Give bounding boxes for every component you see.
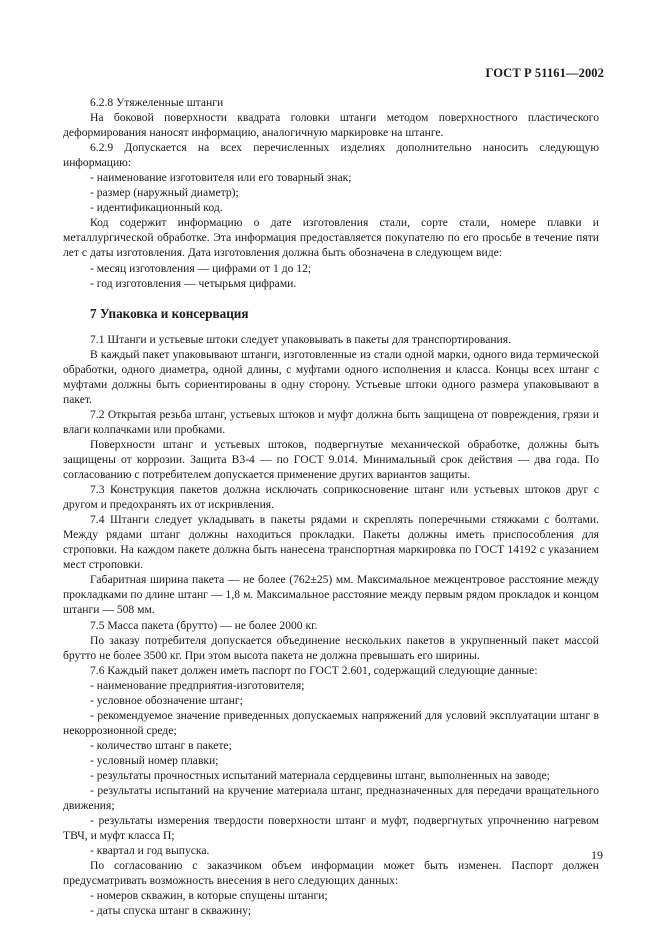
list-item: - даты спуска штанг в скважину;	[90, 904, 252, 918]
list-item: - рекомендуемое значение приведенных допускаемых напряжений для условий эксплуатации штанг в некоррозионной среде;	[63, 708, 599, 737]
list-item: - идентификационный код.	[90, 201, 223, 215]
document-header: ГОСТ Р 51161—2002	[485, 66, 604, 80]
list-item: - результаты испытаний на кручение материала штанг, предназначенных для передачи вращательного движения;	[63, 784, 599, 813]
list-item: - результаты прочностных испытаний материала сердцевины штанг, выполненных на заводе;	[90, 768, 550, 782]
paragraph: Код содержит информацию о дате изготовления стали, сорте стали, номере плавки и металлургической обработке. Эта информация предоставляется покупателю по его просьбе в течение пяти лет с даты изготовления. Дата изготовления должна быть обозначена в следующем виде:	[63, 216, 599, 260]
paragraph: На боковой поверхности квадрата головки штанги методом поверхностного пластического деформирования наносят информацию, аналогичную маркировке на штанге.	[63, 111, 599, 140]
list-item: - квартал и год выпуска.	[90, 844, 210, 858]
paragraph: 7.6 Каждый пакет должен иметь паспорт по ГОСТ 2.601, содержащий следующие данные:	[90, 663, 538, 677]
list-item: - условный номер плавки;	[90, 753, 219, 767]
paragraph: 7.3 Конструкция пакетов должна исключать соприкосновение штанг или устьевых штоков друг с другом и предохранять их от искривления.	[63, 483, 599, 512]
page-content	[63, 95, 599, 918]
list-item: - результаты измерения твердости поверхности штанг и муфт, подвергнутых упрочнению нагревом ТВЧ, и муфт класса П;	[63, 814, 599, 843]
list-item: - наименование предприятия-изготовителя;	[90, 678, 305, 692]
paragraph: Габаритная ширина пакета — не более (762±25) мм. Максимальное межцентровое расстояние между прокладками по длине штанг — 1,8 м. Максимальное расстояние между первым рядом прокладок и концом штанги — 508 мм.	[63, 573, 599, 617]
paragraph: 6.2.8 Утяжеленные штанги	[90, 96, 224, 109]
paragraph: 7.2 Открытая резьба штанг, устьевых штоков и муфт должна быть защищена от повреждения, грязи и влаги колпачками или пробками.	[63, 407, 599, 436]
list-item: - условное обозначение штанг;	[90, 693, 243, 707]
list-item: - месяц изготовления — цифрами от 1 до 12;	[90, 261, 312, 275]
page-number: 19	[591, 848, 603, 862]
list-item: - размер (наружный диаметр);	[90, 186, 239, 200]
list-item: - наименование изготовителя или его товарный знак;	[90, 171, 352, 185]
paragraph: 6.2.9 Допускается на всех перечисленных изделиях дополнительно наносить следующую информацию:	[63, 141, 599, 170]
section-title: 7 Упаковка и консервация	[90, 305, 249, 321]
paragraph: По заказу потребителя допускается объединение нескольких пакетов в укрупненный пакет массой брутто не более 3500 кг. При этом высота пакета не должна превышать его ширины.	[63, 633, 599, 662]
paragraph: В каждый пакет упаковывают штанги, изготовленные из стали одной марки, одного вида термической обработки, одного диаметра, одной длины, с муфтами одного исполнения и класса. Концы всех штанг с муфтами должны быть сориентированы в одну сторону. Устьевые штоки одного размера упаковывают в пакет.	[63, 347, 599, 406]
paragraph: По согласованию с заказчиком объем информации может быть изменен. Паспорт должен предусматривать возможность внесения в него следующих данных:	[63, 859, 599, 888]
list-item: - год изготовления — четырьмя цифрами.	[90, 276, 297, 290]
list-item: - количество штанг в пакете;	[90, 738, 232, 752]
list-item: - номеров скважин, в которые спущены штанги;	[90, 889, 328, 903]
paragraph: 7.1 Штанги и устьевые штоки следует упаковывать в пакеты для транспортирования.	[90, 332, 511, 346]
paragraph: Поверхности штанг и устьевых штоков, подвергнутые механической обработке, должны быть защищены от коррозии. Защита В3-4 — по ГОСТ 9.014. Минимальный срок действия — два года. По согласованию с потребителем допускается применение других вариантов защиты.	[63, 437, 599, 482]
paragraph: 7.4 Штанги следует укладывать в пакеты рядами и скреплять поперечными стяжками с болтами. Между рядами штанг должны находиться прокладки. Пакеты должны иметь приспособления для строповки. На каждом пакете должна быть нанесена транспортная маркировка по ГОСТ 14192 с указанием мест строповки.	[63, 513, 599, 572]
paragraph: 7.5 Масса пакета (брутто) — не более 2000 кг.	[90, 618, 318, 632]
